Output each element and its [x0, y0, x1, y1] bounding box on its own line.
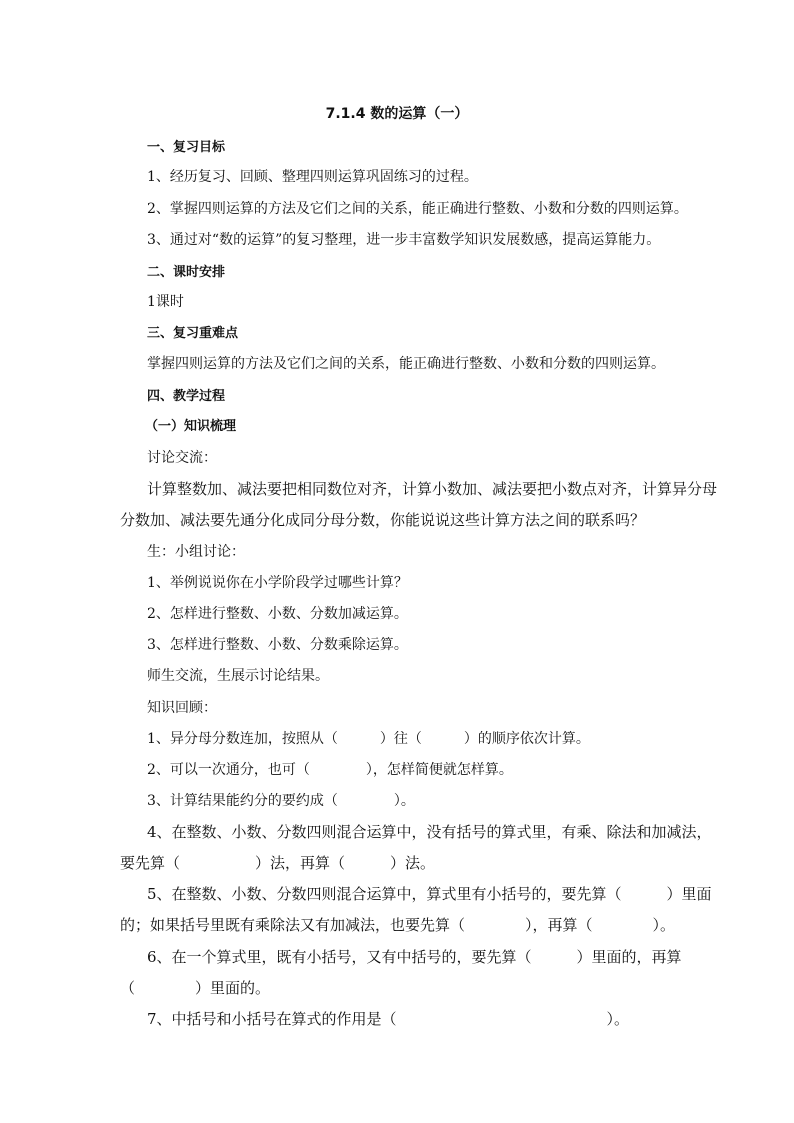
- paragraph-line: 3、通过对“数的运算”的复习整理，进一步丰富数学知识发展数感，提高运算能力。: [147, 232, 661, 248]
- paragraph-line: 掌握四则运算的方法及它们之间的关系，能正确进行整数、小数和分数的四则运算。: [147, 356, 665, 372]
- paragraph-line: 1课时: [147, 294, 184, 310]
- subsection-heading: （一）知识梳理: [145, 419, 237, 434]
- page-title: 7.1.4 数的运算（一）: [325, 106, 469, 122]
- paragraph-line: 计算整数加、减法要把相同数位对齐，计算小数加、减法要把小数点对齐，计算异分母: [147, 480, 718, 498]
- paragraph-line: 2、怎样进行整数、小数、分数加减运算。: [147, 606, 408, 622]
- question-line: 2、可以一次通分，也可（ ），怎样简便就怎样算。: [147, 762, 513, 778]
- question-line: 6、在一个算式里，既有小括号，又有中括号的，要先算（ ）里面的，再算: [147, 948, 682, 966]
- section-heading-process: 四、教学过程: [147, 389, 226, 404]
- section-heading-goals: 一、复习目标: [147, 140, 226, 155]
- question-line: 5、在整数、小数、分数四则混合运算中，算式里有小括号的，要先算（ ）里面: [147, 885, 712, 903]
- section-heading-key-points: 三、复习重难点: [147, 326, 239, 341]
- paragraph-line: 讨论交流：: [147, 450, 217, 466]
- question-line: 7、中括号和小括号在算式的作用是（ ）。: [147, 1010, 630, 1028]
- question-line: （ ）里面的。: [120, 979, 271, 997]
- paragraph-line: 生：小组讨论：: [147, 544, 245, 560]
- paragraph-line: 2、掌握四则运算的方法及它们之间的关系，能正确进行整数、小数和分数的四则运算。: [147, 201, 688, 217]
- question-line: 4、在整数、小数、分数四则混合运算中，没有括号的算式里，有乘、除法和加减法，: [147, 823, 712, 841]
- question-line: 的；如果括号里既有乘除法又有加减法，也要先算（ ），再算（ ）。: [120, 916, 676, 934]
- section-heading-schedule: 二、课时安排: [147, 265, 226, 280]
- question-line: 要先算（ ）法，再算（ ）法。: [120, 854, 436, 872]
- paragraph-line: 分数加、减法要先通分化成同分母分数，你能说说这些计算方法之间的联系吗？: [120, 511, 646, 529]
- paragraph-line: 1、经历复习、回顾、整理四则运算巩固练习的过程。: [147, 169, 478, 185]
- question-line: 3、计算结果能约分的要约成（ ）。: [147, 793, 415, 809]
- paragraph-line: 知识回顾：: [147, 700, 217, 716]
- paragraph-line: 师生交流，生展示讨论结果。: [147, 668, 329, 684]
- question-line: 1、异分母分数连加，按照从（ ）往（ ）的顺序依次计算。: [147, 731, 590, 747]
- paragraph-line: 3、怎样进行整数、小数、分数乘除运算。: [147, 637, 408, 653]
- paragraph-line: 1、举例说说你在小学阶段学过哪些计算？: [147, 575, 408, 591]
